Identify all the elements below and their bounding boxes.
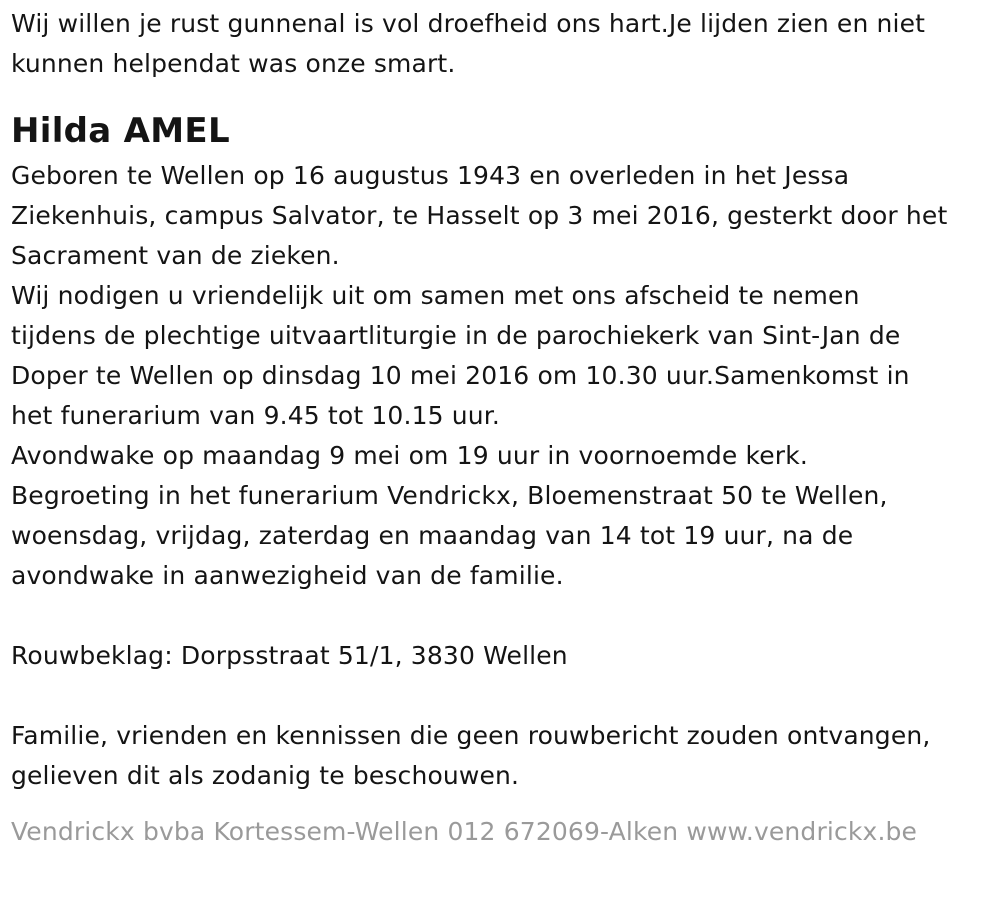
notice <box>11 716 991 796</box>
body-line: Wij nodigen u vriendelijk uit om samen met ons afscheid te nemen <box>11 281 860 310</box>
body-line: Avondwake op maandag 9 mei om 19 uur in voornoemde kerk. <box>11 441 808 470</box>
spacer <box>11 596 991 636</box>
intro-line: Wij willen je rust gunnenal is vol droefheid ons hart.Je lijden zien en niet <box>11 9 926 38</box>
body-line: avondwake in aanwezigheid van de familie. <box>11 561 564 590</box>
obituary-body <box>11 156 991 596</box>
body-line: Doper te Wellen op dinsdag 10 mei 2016 om 10.30 uur.Samenkomst in <box>11 361 910 390</box>
notice-line: Familie, vrienden en kennissen die geen rouwbericht zouden ontvangen, <box>11 721 931 750</box>
body-line: woensdag, vrijdag, zaterdag en maandag van 14 tot 19 uur, na de <box>11 521 854 550</box>
body-line: Begroeting in het funerarium Vendrickx, Bloemenstraat 50 te Wellen, <box>11 481 888 510</box>
intro-verse <box>11 4 991 84</box>
body-line: Sacrament van de zieken. <box>11 241 340 270</box>
body-line: tijdens de plechtige uitvaartliturgie in de parochiekerk van Sint-Jan de <box>11 321 901 350</box>
condolence-address: Rouwbeklag: Dorpsstraat 51/1, 3830 Wellen <box>11 641 568 670</box>
obituary-document <box>11 4 991 852</box>
body-line: Geboren te Wellen op 16 augustus 1943 en overleden in het Jessa <box>11 161 850 190</box>
notice-line: gelieven dit als zodanig te beschouwen. <box>11 761 520 790</box>
body-line: het funerarium van 9.45 tot 10.15 uur. <box>11 401 501 430</box>
deceased-name: Hilda AMEL <box>11 111 230 151</box>
intro-line: kunnen helpendat was onze smart. <box>11 49 456 78</box>
spacer <box>11 676 991 716</box>
body-line: Ziekenhuis, campus Salvator, te Hasselt op 3 mei 2016, gesterkt door het <box>11 201 948 230</box>
funeral-home-footer: Vendrickx bvba Kortessem-Wellen 012 672069-Alken www.vendrickx.be <box>11 817 918 846</box>
